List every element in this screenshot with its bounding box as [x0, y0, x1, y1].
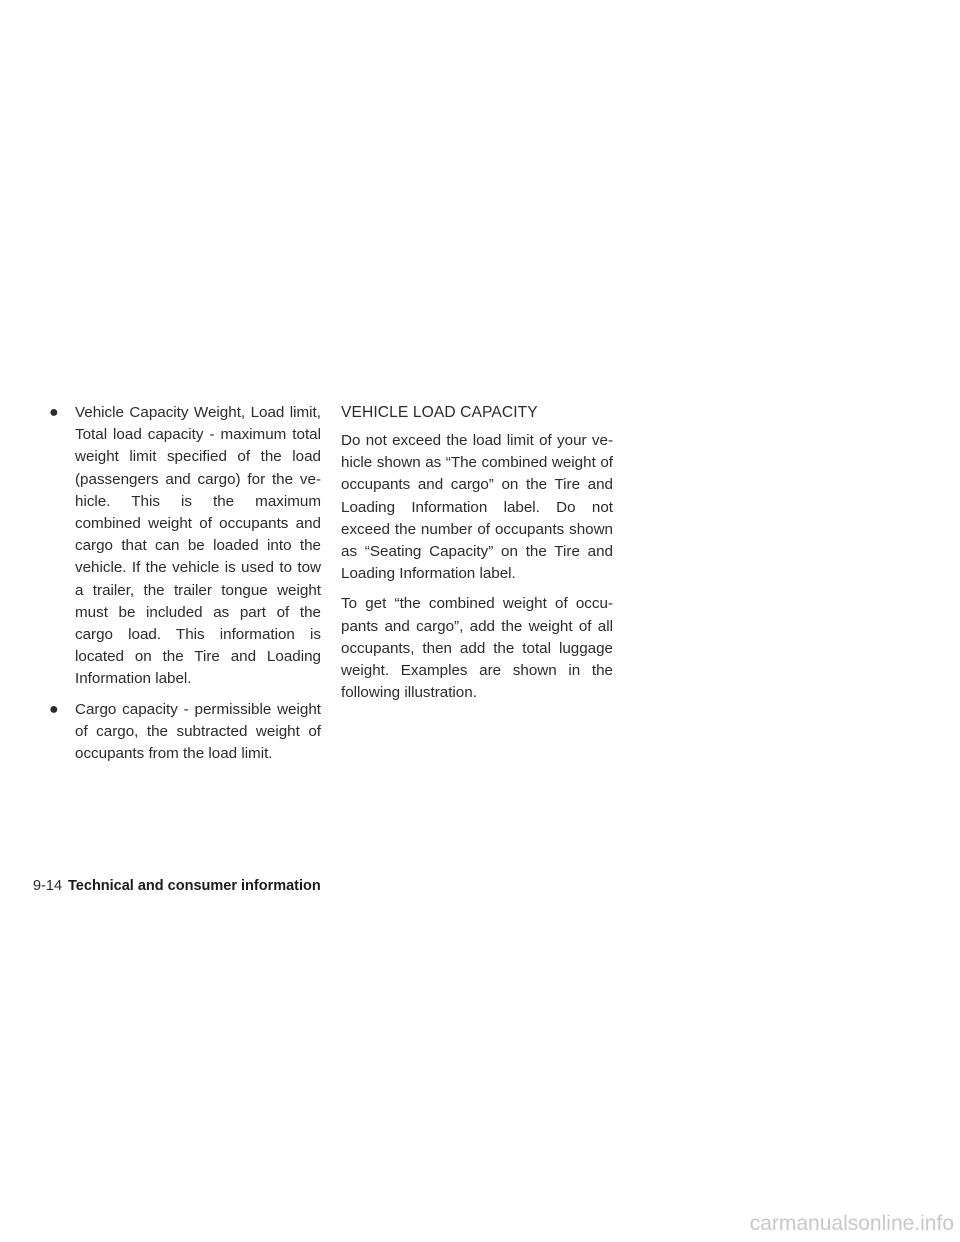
page-footer — [33, 876, 321, 896]
list-item — [49, 699, 321, 766]
footer-section-title: Technical and consumer information — [68, 878, 321, 894]
bullet-icon: ● — [49, 404, 59, 421]
paragraph: To get “the combined weight of occupants and cargo”, add the weight of all occupants, then add the total luggage weight. Examples are shown in the following illustration. — [341, 595, 613, 702]
page-number: 9-14 — [33, 878, 63, 894]
watermark: carmanualsonline.info — [749, 1212, 954, 1235]
list-item-text: Vehicle Capacity Weight, Load limit, Total load capacity - maximum total weight limit specified of the load (passengers and cargo) for the vehicle. This is the maximum combined weight of occupants and cargo that can be loaded into the vehicle. If the vehicle is used to tow a trailer, the trailer tongue weight must be included as part of the cargo load. This information is located on the Tire and Loading Information label. — [75, 404, 321, 688]
list-item-text: Cargo capacity - permissible weight of cargo, the subtracted weight of occupants from the load limit. — [75, 700, 321, 763]
section-heading: VEHICLE LOAD CAPACITY — [341, 404, 538, 421]
paragraph: Do not exceed the load limit of your vehicle shown as “The combined weight of occupants and cargo” on the Tire and Loading Information label. Do not exceed the number of occupants shown as “Seating Capacity” on the Tire and Loading Information label. — [341, 432, 613, 583]
bullet-icon: ● — [49, 700, 59, 718]
definition-list — [49, 402, 321, 765]
right-column — [341, 402, 613, 712]
left-column — [49, 402, 321, 773]
list-item — [49, 402, 321, 691]
